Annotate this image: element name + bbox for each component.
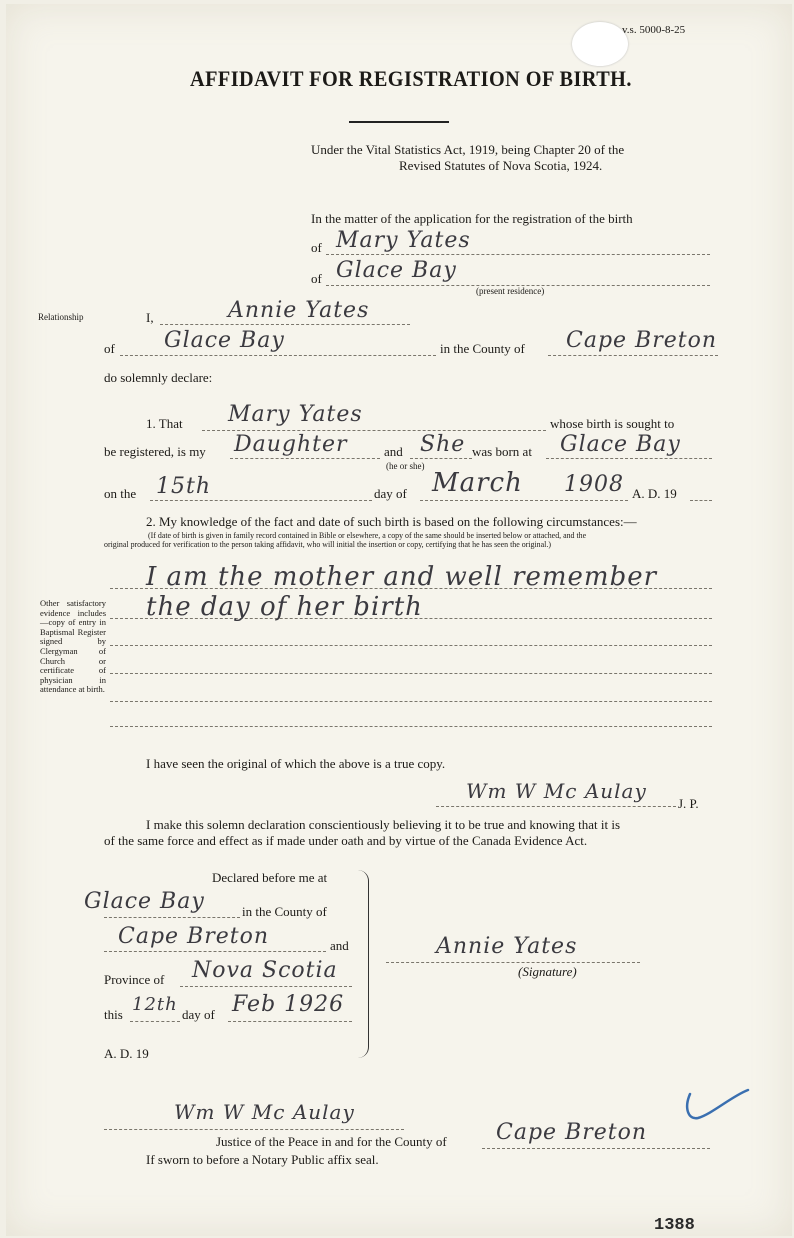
declared-county: Cape Breton [118, 924, 270, 949]
matter-intro: In the matter of the application for the registration of the birth [311, 211, 633, 226]
act-line-2: Revised Statutes of Nova Scotia, 1924. [399, 158, 603, 173]
jp-signature-line [436, 806, 676, 807]
jp-label: J. P. [678, 796, 699, 811]
circumstance-text-1: I am the mother and well remember [146, 562, 658, 592]
declared-day-of: day of [182, 1007, 215, 1022]
town-line [120, 355, 436, 356]
item1-and: and [384, 444, 403, 459]
item1-pronoun: She [420, 432, 466, 457]
declared-before: Declared before me at [212, 870, 328, 885]
stamp-number: 1388 [654, 1216, 695, 1235]
check-mark-icon [682, 1086, 752, 1126]
item1-month: March [432, 468, 523, 498]
item1-on-the: on the [104, 486, 137, 501]
this-label: this [104, 1007, 123, 1022]
item2-note-1: (If date of birth is given in family record contained in Bible or elsewhere, a copy of the same should be inserted below or attached, and the [148, 530, 587, 540]
item1-sought: whose birth is sought to [550, 416, 675, 431]
declared-ad: A. D. 19 [104, 1046, 149, 1061]
item1-ad: A. D. 19 [632, 486, 677, 501]
item1-birthplace: Glace Bay [560, 432, 681, 457]
circumstance-text-2: the day of her birth [146, 592, 423, 622]
declarant-county: Cape Breton [566, 328, 718, 353]
of-label-2: of [311, 271, 322, 286]
side-note: Other satisfactory evidence includes —copy of entry in Baptismal Register signed by Clergyman of Church or certificate of physician in attendance at birth. [40, 598, 106, 695]
day-line [150, 500, 372, 501]
declared-and: and [330, 938, 349, 953]
pronoun-line [410, 458, 472, 459]
item2-note-2: original produced for verification to the person taking affidavit, who will initial the insertion or copy, certifying that he has seen the original.) [104, 539, 551, 549]
justice-county: Cape Breton [496, 1120, 648, 1145]
justice-label: Justice of the Peace in and for the County of [216, 1134, 447, 1149]
jp-signature: Wm W Mc Aulay [466, 779, 647, 803]
declared-county-label: in the County of [242, 904, 327, 919]
county-label: in the County of [440, 341, 525, 356]
child-name-line [326, 254, 710, 255]
item1-year: 1908 [564, 472, 624, 497]
residence: Glace Bay [336, 258, 457, 283]
pronoun-caption: (he or she) [386, 461, 425, 471]
signature-caption: (Signature) [518, 964, 577, 979]
act-line-1: Under the Vital Statistics Act, 1919, being Chapter 20 of the [311, 142, 625, 157]
item1-registered: be registered, is my [104, 444, 206, 459]
child-name: Mary Yates [336, 228, 471, 253]
declared-day-line [130, 1021, 180, 1022]
declared-place: Glace Bay [84, 889, 205, 914]
item2-heading: 2. My knowledge of the fact and date of such birth is based on the following circumstances:— [146, 514, 637, 529]
declarant-name: Annie Yates [228, 298, 370, 323]
circumstance-line-4 [110, 673, 712, 674]
punch-hole [572, 22, 628, 66]
title-rule [349, 121, 449, 123]
item1-that: 1. That [146, 416, 183, 431]
item1-day-of: day of [374, 486, 407, 501]
declared-day: 12th [132, 994, 178, 1015]
affidavit-page [6, 4, 792, 1236]
declarant-town: Glace Bay [164, 328, 285, 353]
form-number: v.s. 5000-8-25 [622, 24, 686, 36]
province-label: Province of [104, 972, 165, 987]
justice-county-line [482, 1148, 710, 1149]
solemn-line-2: of the same force and effect as if made under oath and by virtue of the Canada Evidence Act. [104, 833, 588, 848]
item1-day: 15th [156, 474, 212, 499]
page-title: AFFIDAVIT FOR REGISTRATION OF BIRTH. [190, 66, 632, 91]
justice-signature: Wm W Mc Aulay [174, 1100, 355, 1124]
declarant-signature: Annie Yates [436, 934, 578, 959]
county-line [548, 355, 718, 356]
item1-name-line [202, 430, 546, 431]
copy-statement: I have seen the original of which the above is a true copy. [146, 756, 446, 771]
signature-line [386, 962, 640, 963]
circumstance-line-3 [110, 645, 712, 646]
i-label: I, [146, 310, 154, 325]
residence-caption: (present residence) [476, 286, 545, 296]
relation-line [230, 458, 380, 459]
solemnly-declare: do solemnly declare: [104, 370, 213, 385]
brace [358, 870, 369, 1058]
notary-note: If sworn to before a Notary Public affix seal. [146, 1152, 379, 1167]
solemn-line-1: I make this solemn declaration conscientiously believing it to be true and knowing that it is [146, 817, 621, 832]
declarant-name-line [160, 324, 410, 325]
justice-signature-line [104, 1129, 404, 1130]
month-line [420, 500, 628, 501]
ad-line [690, 500, 712, 501]
relationship-label: Relationship [38, 312, 84, 322]
item1-born: was born at [472, 444, 532, 459]
birthplace-line [546, 458, 712, 459]
of-label: of [311, 240, 322, 255]
item1-name: Mary Yates [228, 402, 363, 427]
declared-date-line [228, 1021, 352, 1022]
item1-relation: Daughter [234, 432, 348, 457]
circumstance-line-6 [110, 726, 712, 727]
of-town-label: of [104, 341, 115, 356]
province-line [180, 986, 352, 987]
declared-county-line [104, 951, 326, 952]
declared-province: Nova Scotia [192, 958, 338, 983]
declared-date: Feb 1926 [232, 992, 345, 1017]
declared-place-line [104, 917, 240, 918]
circumstance-line-5 [110, 701, 712, 702]
